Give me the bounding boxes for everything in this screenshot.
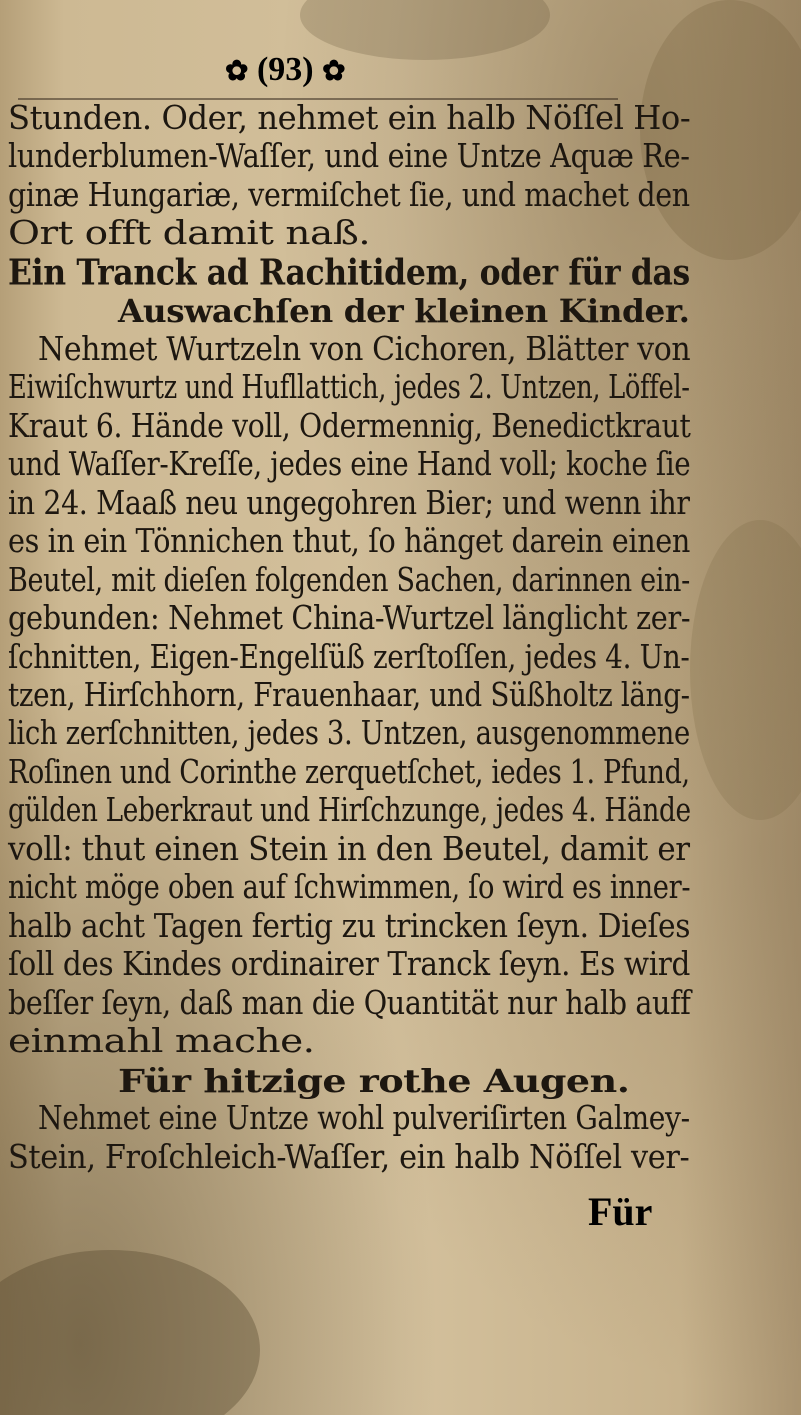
flower-ornament-icon: ✿ <box>322 56 346 87</box>
catchword: Für <box>588 1189 653 1234</box>
text-line: Nehmet eine Untze wohl pulveriſirten Galmey- <box>38 1099 690 1138</box>
text-line: lunderblumen-Waſſer, und eine Untze Aquæ Re- <box>8 138 690 176</box>
text-line: Kraut 6. Hände voll, Odermennig, Benedictkraut <box>8 407 691 445</box>
page-header <box>225 50 346 92</box>
section-subheading: Auswachſen der kleinen Kinder. <box>118 291 690 330</box>
paper-stain <box>690 520 801 820</box>
page-number: (93) <box>256 51 314 88</box>
text-line: lich zerſchnitten, jedes 3. Untzen, ausgenommene <box>8 715 690 753</box>
text-line: ſoll des Kindes ordinairer Tranck ſeyn. Es wird <box>8 945 690 984</box>
flower-ornament-icon: ✿ <box>225 56 249 87</box>
text-line: Beutel, mit dieſen folgenden Sachen, darinnen ein- <box>8 561 690 599</box>
text-line: Ort offt damit naß. <box>8 215 371 253</box>
text-line: einmahl mache. <box>8 1022 315 1061</box>
section-heading: Für hitzige rothe Augen. <box>118 1061 630 1099</box>
text-line: tzen, Hirſchhorn, Frauenhaar, und Süßholtz läng- <box>8 676 690 715</box>
text-line: gülden Leberkraut und Hirſchzunge, jedes 4. Hände <box>8 791 691 830</box>
text-line: halb acht Tagen fertig zu trincken ſeyn. Dieſes <box>8 907 691 946</box>
text-line: Stunden. Oder, nehmet ein halb Nöſſel Ho- <box>8 99 691 138</box>
paper-stain <box>0 1250 260 1415</box>
text-line: Stein, Froſchleich-Waſſer, ein halb Nöſſel ver- <box>8 1138 690 1176</box>
text-line: in 24. Maaß neu ungegohren Bier; und wenn ihr <box>8 484 690 522</box>
text-line: beſſer ſeyn, daß man die Quantität nur halb auff <box>8 984 691 1022</box>
text-line: Eiwiſchwurtz und Hufllattich, jedes 2. Untzen, Löffel- <box>8 368 690 407</box>
section-heading: Ein Tranck ad Rachitidem, oder für das <box>8 251 690 294</box>
text-line: es in ein Tönnichen thut, ſo hänget darein einen <box>8 522 690 561</box>
text-line: Roſinen und Corinthe zerquetſchet, iedes 1. Pfund, <box>8 753 690 792</box>
text-line: und Waſſer-Kreſſe, jedes eine Hand voll; koche ſie <box>8 445 691 484</box>
text-line: ginæ Hungariæ, vermiſchet ſie, und machet den <box>8 176 690 215</box>
text-line: voll: thut einen Stein in den Beutel, damit er <box>8 830 690 869</box>
text-line: Nehmet Wurtzeln von Cichoren, Blätter von <box>38 330 691 369</box>
text-line: nicht möge oben auf ſchwimmen, ſo wird es inner- <box>8 868 691 907</box>
text-line: gebunden: Nehmet China-Wurtzel länglicht zer- <box>8 599 691 638</box>
text-line: ſchnitten, Eigen-Engelſüß zerſtoſſen, jedes 4. Un- <box>8 638 690 676</box>
